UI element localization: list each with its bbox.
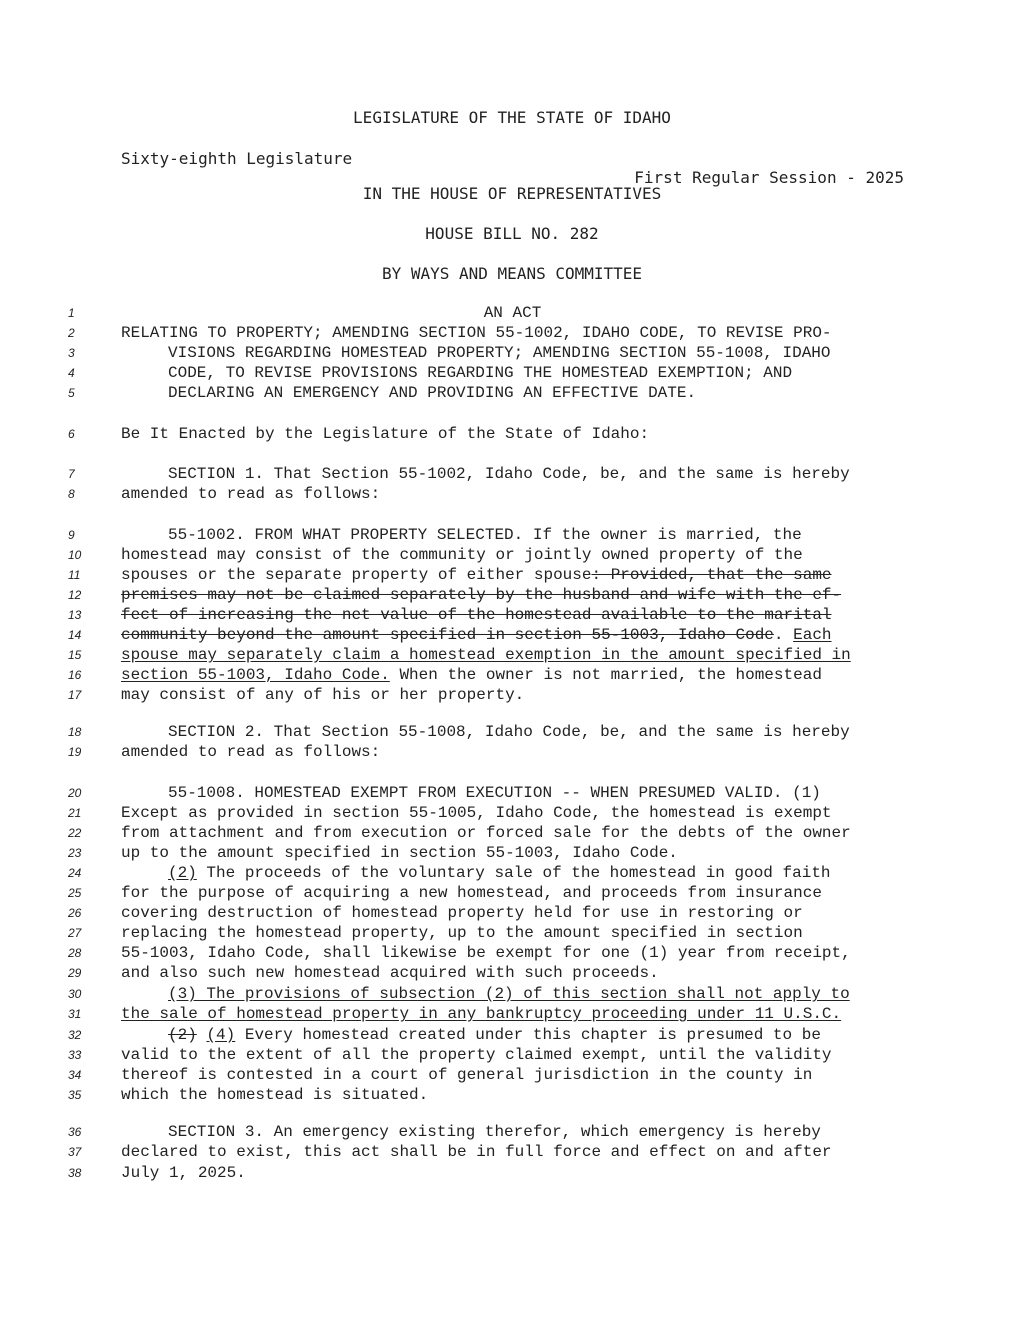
line-text: covering destruction of homestead property held for use in restoring or <box>121 904 803 922</box>
line-number: 37 <box>68 1145 82 1159</box>
line-number: 17 <box>68 688 82 702</box>
line-text <box>168 1025 904 1045</box>
line-number: 21 <box>68 806 82 820</box>
bill-line <box>0 1142 1024 1162</box>
bill-line <box>0 525 1024 545</box>
line-text: SECTION 3. An emergency existing therefor, which emergency is hereby <box>168 1123 821 1141</box>
line-text: and also such new homestead acquired with such proceeds. <box>121 964 659 982</box>
line-text: SECTION 2. That Section 55-1008, Idaho Code, be, and the same is hereby <box>168 723 850 741</box>
line-text <box>121 625 904 645</box>
bill-line <box>0 1065 1024 1085</box>
line-number: 36 <box>68 1125 82 1139</box>
bill-line <box>0 363 1024 383</box>
line-number: 24 <box>68 866 82 880</box>
line-number: 2 <box>68 326 75 340</box>
bill-line <box>0 343 1024 363</box>
plain-text: spouses or the separate property of either spouse <box>121 566 592 584</box>
bill-line <box>0 424 1024 444</box>
line-number: 3 <box>68 346 75 360</box>
enacting-clause: Be It Enacted by the Legislature of the State of Idaho: <box>121 425 650 443</box>
line-number: 5 <box>68 386 75 400</box>
bill-line <box>0 585 1024 605</box>
line-number: 18 <box>68 725 82 739</box>
bill-line <box>0 843 1024 863</box>
line-number: 20 <box>68 786 82 800</box>
inserted-text: (2) <box>168 864 197 882</box>
plain-text: . <box>773 626 794 644</box>
deleted-text: premises may not be claimed separately by the husband and wife with the ef- <box>121 586 842 604</box>
bill-line <box>0 742 1024 762</box>
line-text: CODE, TO REVISE PROVISIONS REGARDING THE HOMESTEAD EXEMPTION; AND <box>168 364 793 382</box>
line-number: 14 <box>68 628 82 642</box>
line-text <box>121 565 904 585</box>
line-number: 13 <box>68 608 82 622</box>
line-number: 4 <box>68 366 75 380</box>
inserted-text: the sale of homestead property in any bankruptcy proceeding under 11 U.S.C. <box>121 1005 842 1023</box>
bill-line <box>0 484 1024 504</box>
bill-line <box>0 665 1024 685</box>
bill-line <box>0 863 1024 883</box>
line-number: 1 <box>68 306 75 320</box>
line-text <box>121 665 904 685</box>
bill-line <box>0 625 1024 645</box>
deleted-text: community beyond the amount specified in section 55-1003, Idaho Code <box>121 626 774 644</box>
line-text: thereof is contested in a court of general jurisdiction in the county in <box>121 1066 813 1084</box>
line-text <box>121 645 904 665</box>
line-number: 35 <box>68 1088 82 1102</box>
line-number: 15 <box>68 648 82 662</box>
line-number: 23 <box>68 846 82 860</box>
line-number: 16 <box>68 668 82 682</box>
bill-number: HOUSE BILL NO. 282 <box>425 224 599 243</box>
line-text: DECLARING AN EMERGENCY AND PROVIDING AN EFFECTIVE DATE. <box>168 384 697 402</box>
bill-line <box>0 783 1024 803</box>
line-text: may consist of any of his or her property. <box>121 686 525 704</box>
inserted-text: (4) <box>206 1026 236 1044</box>
line-number: 25 <box>68 886 82 900</box>
bill-line <box>0 1025 1024 1045</box>
line-text: 55-1002. FROM WHAT PROPERTY SELECTED. If the owner is married, the <box>168 526 802 544</box>
line-number: 31 <box>68 1007 82 1021</box>
bill-line <box>0 545 1024 565</box>
bill-line <box>0 685 1024 705</box>
line-number: 32 <box>68 1028 82 1042</box>
line-number: 34 <box>68 1068 82 1082</box>
line-text: from attachment and from execution or forced sale for the debts of the owner <box>121 824 851 842</box>
bill-line <box>0 903 1024 923</box>
bill-line <box>0 923 1024 943</box>
bill-line <box>0 1004 1024 1024</box>
line-text: homestead may consist of the community or jointly owned property of the <box>121 546 803 564</box>
line-text: amended to read as follows: <box>121 743 381 761</box>
sponsor-line: BY WAYS AND MEANS COMMITTEE <box>381 264 643 283</box>
line-text: amended to read as follows: <box>121 485 381 503</box>
line-text <box>121 585 904 605</box>
line-text: SECTION 1. That Section 55-1002, Idaho Code, be, and the same is hereby <box>168 465 850 483</box>
line-text: up to the amount specified in section 55-1003, Idaho Code. <box>121 844 678 862</box>
line-text <box>121 605 904 625</box>
line-text: for the purpose of acquiring a new homestead, and proceeds from insurance <box>121 884 822 902</box>
line-text <box>121 1004 904 1024</box>
inserted-text: spouse may separately claim a homestead exemption in the amount specified in <box>121 646 851 664</box>
inserted-text: section 55-1003, Idaho Code. <box>121 666 390 684</box>
line-number: 6 <box>68 427 75 441</box>
line-text: 55-1003, Idaho Code, shall likewise be exempt for one (1) year from receipt, <box>121 944 851 962</box>
line-text: Except as provided in section 55-1005, Idaho Code, the homestead is exempt <box>121 804 832 822</box>
line-number: 10 <box>68 548 82 562</box>
line-number: 9 <box>68 528 75 542</box>
bill-line <box>0 963 1024 983</box>
bill-line <box>0 1122 1024 1142</box>
deleted-text: fect of increasing the net value of the homestead available to the marital <box>121 606 832 624</box>
line-number: 28 <box>68 946 82 960</box>
bill-line <box>0 565 1024 585</box>
bill-line <box>0 943 1024 963</box>
line-number: 7 <box>68 467 75 481</box>
bill-line <box>0 1085 1024 1105</box>
line-number: 12 <box>68 588 82 602</box>
line-text: which the homestead is situated. <box>121 1086 429 1104</box>
bill-line <box>0 1163 1024 1183</box>
line-text: July 1, 2025. <box>121 1164 246 1182</box>
bill-line <box>0 303 1024 323</box>
line-text: declared to exist, this act shall be in full force and effect on and after <box>121 1143 832 1161</box>
bill-line <box>0 722 1024 742</box>
line-text: VISIONS REGARDING HOMESTEAD PROPERTY; AMENDING SECTION 55-1008, IDAHO <box>168 344 831 362</box>
plain-text: Every homestead created under this chapter is presumed to be <box>235 1026 821 1044</box>
line-text: 55-1008. HOMESTEAD EXEMPT FROM EXECUTION -- WHEN PRESUMED VALID. (1) <box>168 784 821 802</box>
plain-text: The proceeds of the voluntary sale of the homestead in good faith <box>196 864 831 882</box>
session-label: First Regular Session - 2025 <box>634 168 904 187</box>
line-text: replacing the homestead property, up to the amount specified in section <box>121 924 803 942</box>
legislature-title: LEGISLATURE OF THE STATE OF IDAHO <box>353 108 671 127</box>
bill-line <box>0 464 1024 484</box>
line-number: 11 <box>68 568 81 582</box>
bill-line <box>0 1045 1024 1065</box>
line-number: 29 <box>68 966 82 980</box>
line-number: 26 <box>68 906 82 920</box>
act-title: AN ACT <box>483 304 542 322</box>
line-number: 33 <box>68 1048 82 1062</box>
line-text <box>168 984 904 1004</box>
line-text: valid to the extent of all the property claimed exempt, until the validity <box>121 1046 832 1064</box>
line-number: 38 <box>68 1166 82 1180</box>
bill-line <box>0 883 1024 903</box>
chamber-heading: IN THE HOUSE OF REPRESENTATIVES <box>362 184 662 203</box>
bill-line <box>0 984 1024 1004</box>
plain-text: When the owner is not married, the homestead <box>389 666 822 684</box>
bill-line <box>0 383 1024 403</box>
bill-line <box>0 823 1024 843</box>
legislature-number: Sixty-eighth Legislature <box>121 149 353 168</box>
line-number: 30 <box>68 987 82 1001</box>
line-text: RELATING TO PROPERTY; AMENDING SECTION 55-1002, IDAHO CODE, TO REVISE PRO- <box>121 324 832 342</box>
line-number: 19 <box>68 745 82 759</box>
bill-line <box>0 605 1024 625</box>
deleted-text: : Provided, that the same <box>591 566 832 584</box>
inserted-text: (3) The provisions of subsection (2) of this section shall not apply to <box>168 985 850 1003</box>
deleted-text: (2) <box>168 1026 197 1044</box>
line-number: 8 <box>68 487 75 501</box>
bill-line <box>0 645 1024 665</box>
bill-line <box>0 803 1024 823</box>
line-text <box>168 863 904 883</box>
line-number: 27 <box>68 926 82 940</box>
inserted-text: Each <box>793 626 832 644</box>
line-number: 22 <box>68 826 82 840</box>
legislature-session-row <box>121 130 904 187</box>
bill-line <box>0 323 1024 343</box>
